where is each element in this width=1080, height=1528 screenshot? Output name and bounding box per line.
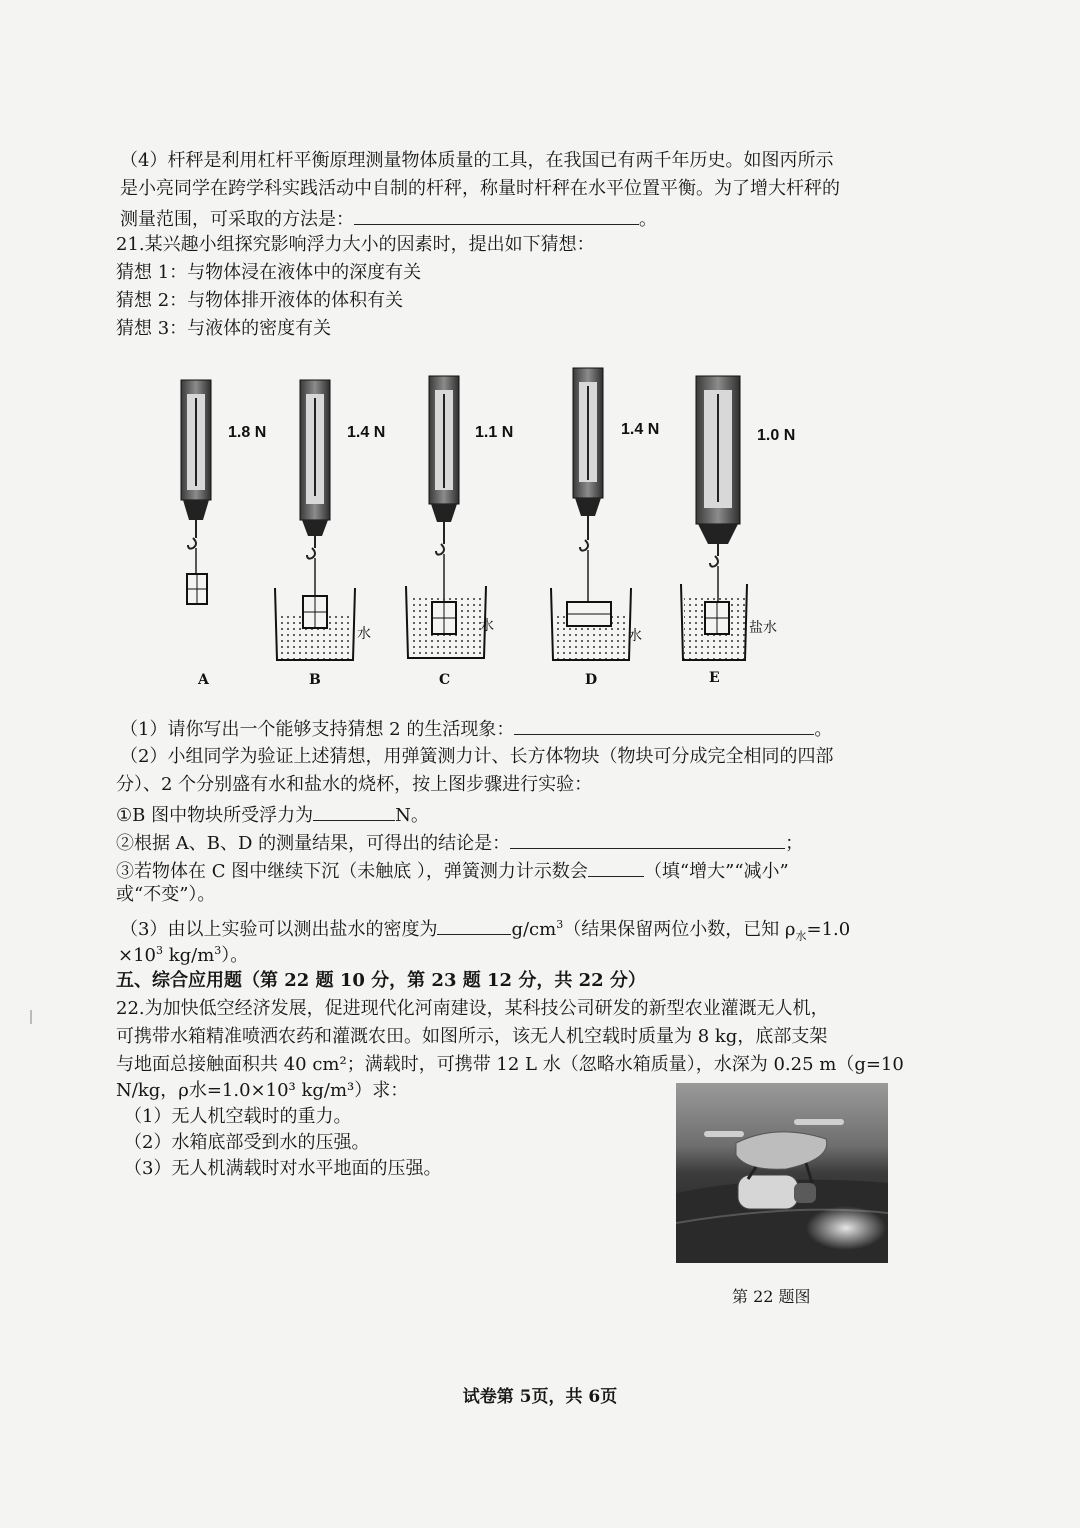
panel-e [681, 376, 747, 660]
label-b: B [309, 672, 321, 688]
label-e: E [709, 670, 720, 686]
q21-s1 [116, 802, 429, 827]
answer-blank[interactable] [313, 802, 395, 821]
reading-a: 1.8 N [228, 424, 267, 441]
q21-p3: （3）由以上实验可以测出盐水的密度为 $g/cm^3$（结果保留两位小数，已知 $\rho_水=1.0$ [120, 918, 851, 943]
q21-s3-prompt: ③若物体在 C 图中继续下沉（未触底 ），弹簧测力计示数会 [116, 861, 588, 882]
period: ）。 [221, 945, 249, 966]
q21-p2-line2: 分）、2 个分别盛有水和盐水的烧杯，按上图步骤进行实验： [116, 774, 593, 795]
q21-guess1: 猜想 1：与物体浸在液体中的深度有关 [116, 262, 422, 283]
q22-sub1: （1）无人机空载时的重力。 [124, 1106, 352, 1127]
q22-line2: 可携带水箱精准喷洒农药和灌溉农田。如图所示，该无人机空载时质量为 8 kg，底部支架 [116, 1026, 828, 1047]
reading-e: 1.0 N [757, 427, 796, 444]
q21-p3-exp: ×10 [118, 945, 156, 966]
q22-line4: N/kg，ρ水=1.0×10³ kg/m³）求： [116, 1080, 409, 1101]
period: 。 [814, 719, 833, 740]
q21-guess2: 猜想 2：与物体排开液体的体积有关 [116, 290, 404, 311]
q20-part4-line1: （4）杆秤是利用杠杆平衡原理测量物体质量的工具，在我国已有两千年历史。如图丙所示 [120, 150, 834, 171]
section-heading: 五、综合应用题（第 22 题 10 分，第 23 题 12 分，共 22 分） [116, 970, 646, 991]
q21-p1 [120, 716, 832, 741]
q22-line1: 22.为加快低空经济发展，促进现代化河南建设，某科技公司研发的新型农业灌溉无人机， [116, 998, 829, 1019]
q20-part4-prompt: 测量范围，可采取的方法是： [120, 209, 354, 230]
answer-blank[interactable] [510, 830, 785, 849]
q20-part4-line3 [120, 206, 657, 231]
label-a: A [198, 672, 209, 688]
q21-p3-line2: $\times 10^3$ $kg/m^3$）。 [118, 944, 249, 966]
q21-s3-line2: 或“不变”）。 [116, 884, 216, 905]
q21-s2-prompt: ②根据 A、B、D 的测量结果，可得出的结论是： [116, 833, 511, 854]
q22-line3: 与地面总接触面积共 40 cm²；满载时，可携带 12 L 水（忽略水箱质量），水深为 0.25 m（g=10 [116, 1054, 904, 1075]
q22-sub3: （3）无人机满载时对水平地面的压强。 [124, 1158, 442, 1179]
unit: g/cm [511, 919, 557, 940]
q22-sub2: （2）水箱底部受到水的压强。 [124, 1132, 370, 1153]
liquid-label-e: 盐水 [749, 620, 777, 636]
answer-blank[interactable] [354, 206, 639, 225]
q21-s2 [116, 830, 803, 855]
answer-blank[interactable] [437, 916, 511, 935]
reading-d: 1.4 N [621, 421, 660, 438]
drone-photo [676, 1083, 888, 1263]
label-d: D [585, 672, 598, 688]
q21-intro: 21.某兴趣小组探究影响浮力大小的因素时，提出如下猜想： [116, 234, 595, 255]
q21-s3 [116, 858, 789, 883]
q21-guess3: 猜想 3：与液体的密度有关 [116, 318, 332, 339]
q21-p3-prompt: （3）由以上实验可以测出盐水的密度为 [120, 919, 438, 940]
q21-p2-line1: （2）小组同学为验证上述猜想，用弹簧测力计、长方体物块（物块可分成完全相同的四部 [120, 746, 834, 767]
figure-caption: 第 22 题图 [732, 1287, 811, 1306]
liquid-label-d: 水 [628, 628, 642, 644]
liquid-label-c: 水 [480, 618, 494, 634]
panel-c [406, 376, 486, 658]
reading-c: 1.1 N [475, 424, 514, 441]
panel-d [551, 368, 631, 660]
period: 。 [639, 209, 657, 230]
reading-b: 1.4 N [347, 424, 386, 441]
panel-b [275, 380, 355, 660]
panel-a [181, 380, 211, 604]
q21-p1-prompt: （1）请你写出一个能够支持猜想 2 的生活现象： [120, 719, 515, 740]
q21-s1-prompt: ①B 图中物块所受浮力为 [116, 805, 314, 826]
q20-part4-line2: 是小亮同学在跨学科实践活动中自制的杆秤，称量时杆秤在水平位置平衡。为了增大杆秤的 [120, 178, 840, 199]
density-value: =1.0 [806, 919, 851, 940]
experiment-figure [165, 362, 825, 692]
q21-p3-note: （结果保留两位小数，已知 ρ [563, 919, 796, 940]
answer-blank[interactable] [588, 858, 644, 877]
unit: kg/m [163, 945, 215, 966]
q21-s3-options: （填“增大”“减小” [643, 861, 789, 882]
page-footer: 试卷第 5页，共 6页 [462, 1387, 618, 1407]
unit: N。 [395, 805, 429, 826]
subscript: 水 [795, 929, 807, 943]
label-c: C [439, 672, 451, 688]
semicolon: ； [785, 833, 804, 854]
scan-mark [30, 1010, 32, 1024]
answer-blank[interactable] [514, 716, 814, 735]
spring-scale-a [181, 380, 211, 549]
liquid-label-b: 水 [357, 626, 371, 642]
